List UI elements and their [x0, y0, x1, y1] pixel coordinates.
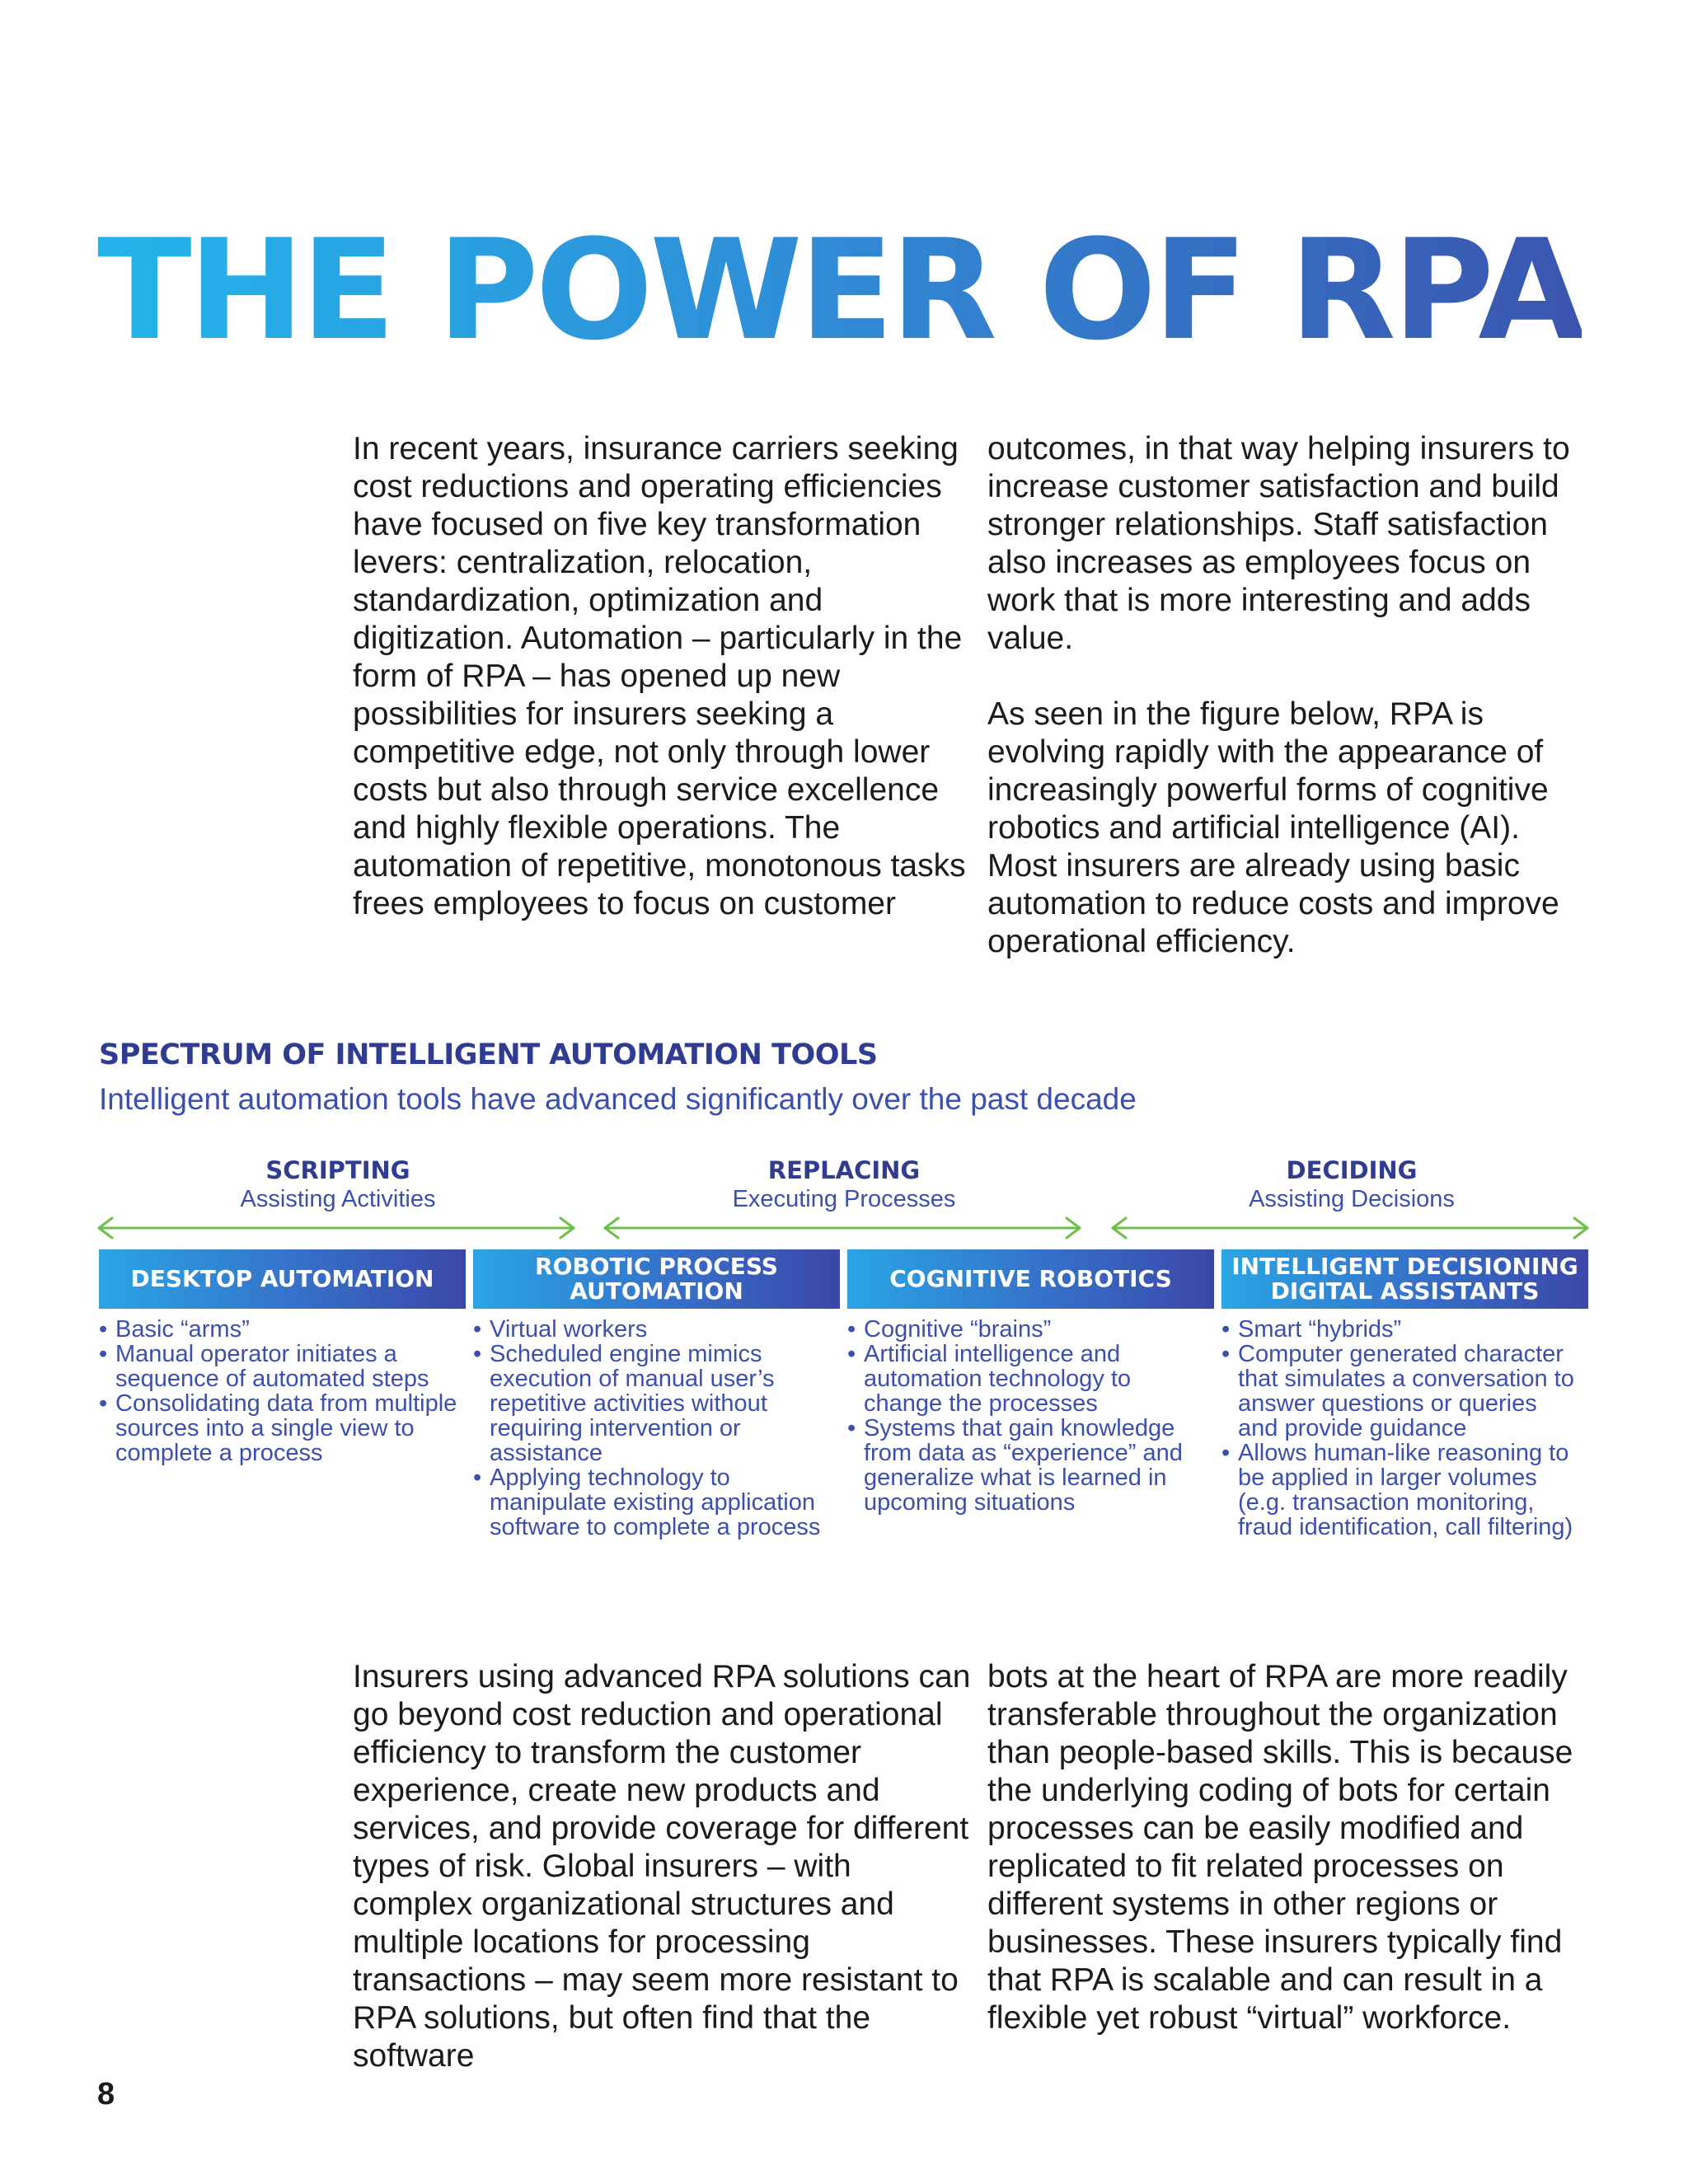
list-item: • Virtual workers	[473, 1317, 828, 1342]
closing-column-right	[987, 1658, 1597, 2037]
closing-paragraph: Insurers using advanced RPA solutions can go beyond cost reduction and operational efficiency to transform the customer experience, create new products and services, and provide coverage for different types of risk. Global insurers – with complex organizational structures and multiple locations for processing transactions – may seem more resistant to RPA solutions, but often find that the software	[353, 1659, 971, 2074]
closing-paragraph: bots at the heart of RPA are more readily transferable throughout the organization than people-based skills. This is because the underlying coding of bots for certain processes can be easily modified and replicated to fit related processes on different systems in other regions or businesses. These insurers typically find that RPA is scalable and can result in a flexible yet robust “virtual” workforce.	[987, 1659, 1573, 2036]
double-arrow-icon	[99, 1218, 574, 1238]
list-item: • Cognitive “brains”	[847, 1317, 1210, 1342]
tool-header-desktop-automation	[99, 1249, 466, 1309]
list-item: • Consolidating data from multiple sources into a single view to complete a process	[99, 1391, 462, 1465]
intro-paragraph: In recent years, insurance carriers seeking cost reductions and operating efficiencies have focused on five key transformation levers: centralization, relocation, standardization, optimization and digitization. Automation – particularly in the form of RPA – has opened up new possibilities for insurers seeking a competitive edge, not only through lower costs but also through service excellence and highly flexible operations. The automation of repetitive, monotonous tasks frees employees to focus on customer	[353, 431, 966, 921]
intro-paragraph: As seen in the figure below, RPA is evolving rapidly with the appearance of increasingly powerful forms of cognitive robotics and artificial intelligence (AI). Most insurers are already using basic automation to reduce costs and improve operational efficiency.	[987, 696, 1559, 959]
phase-name: DECIDING	[1286, 1156, 1418, 1184]
phase-arrows	[0, 1212, 1688, 1244]
list-item: • Scheduled engine mimics execution of manual user’s repetitive activities without requiring intervention or assistance	[473, 1342, 828, 1465]
phase-deciding	[1096, 1155, 1607, 1213]
list-item: • Manual operator initiates a sequence of automated steps	[99, 1342, 462, 1391]
phase-scripting	[82, 1155, 593, 1213]
list-item: • Allows human-like reasoning to be applied in larger volumes (e.g. transaction monitoring, fraud identification, call filtering)	[1221, 1441, 1576, 1540]
list-item: • Smart “hybrids”	[1221, 1317, 1576, 1342]
tool-header-intelligent-decisioning	[1221, 1249, 1588, 1309]
double-arrow-icon	[605, 1218, 1080, 1238]
tool-header-line: AUTOMATION	[570, 1277, 743, 1305]
tool-header-line: COGNITIVE ROBOTICS	[889, 1265, 1172, 1292]
list-item: • Artificial intelligence and automation technology to change the processes	[847, 1342, 1210, 1416]
phase-replacing	[588, 1155, 1100, 1213]
tool-header-line: ROBOTIC PROCESS	[535, 1253, 778, 1280]
tool-header-cognitive-robotics	[847, 1249, 1214, 1309]
tool-bullets-intelligent-decisioning	[1221, 1317, 1576, 1540]
phase-subtitle: Assisting Activities	[240, 1186, 436, 1212]
page-title: THE POWER OF RPA	[97, 209, 1582, 371]
tool-header-line: INTELLIGENT DECISIONING	[1231, 1253, 1578, 1280]
tool-bullets-robotic-process-automation	[473, 1317, 828, 1540]
tool-header-line: DIGITAL ASSISTANTS	[1270, 1277, 1540, 1305]
phase-name: REPLACING	[767, 1156, 921, 1184]
intro-column-left	[353, 430, 979, 923]
list-item: • Systems that gain knowledge from data as “experience” and generalize what is learned in upcoming situations	[847, 1416, 1210, 1515]
page-number: 8	[97, 2077, 115, 2111]
tool-header-robotic-process-automation	[473, 1249, 840, 1309]
closing-column-left	[353, 1658, 979, 2075]
phase-name: SCRIPTING	[265, 1156, 410, 1184]
tool-bullets-cognitive-robotics	[847, 1317, 1210, 1515]
list-item: • Applying technology to manipulate existing application software to complete a process	[473, 1465, 828, 1540]
tool-header-line: DESKTOP AUTOMATION	[130, 1265, 434, 1292]
list-item: • Basic “arms”	[99, 1317, 462, 1342]
phase-subtitle: Executing Processes	[732, 1186, 956, 1212]
intro-paragraph: outcomes, in that way helping insurers to increase customer satisfaction and build stronger relationships. Staff satisfaction also increases as employees focus on work that is more interesting and adds value.	[987, 431, 1570, 656]
list-item: • Computer generated character that simulates a conversation to answer questions or queries and provide guidance	[1221, 1342, 1576, 1441]
phase-subtitle: Assisting Decisions	[1249, 1186, 1455, 1212]
tool-bullets-desktop-automation	[99, 1317, 462, 1465]
figure-subtitle: Intelligent automation tools have advanced significantly over the past decade	[99, 1082, 1137, 1116]
intro-column-right	[987, 430, 1597, 961]
figure-title: SPECTRUM OF INTELLIGENT AUTOMATION TOOLS	[99, 1038, 878, 1071]
double-arrow-icon	[1113, 1218, 1587, 1238]
